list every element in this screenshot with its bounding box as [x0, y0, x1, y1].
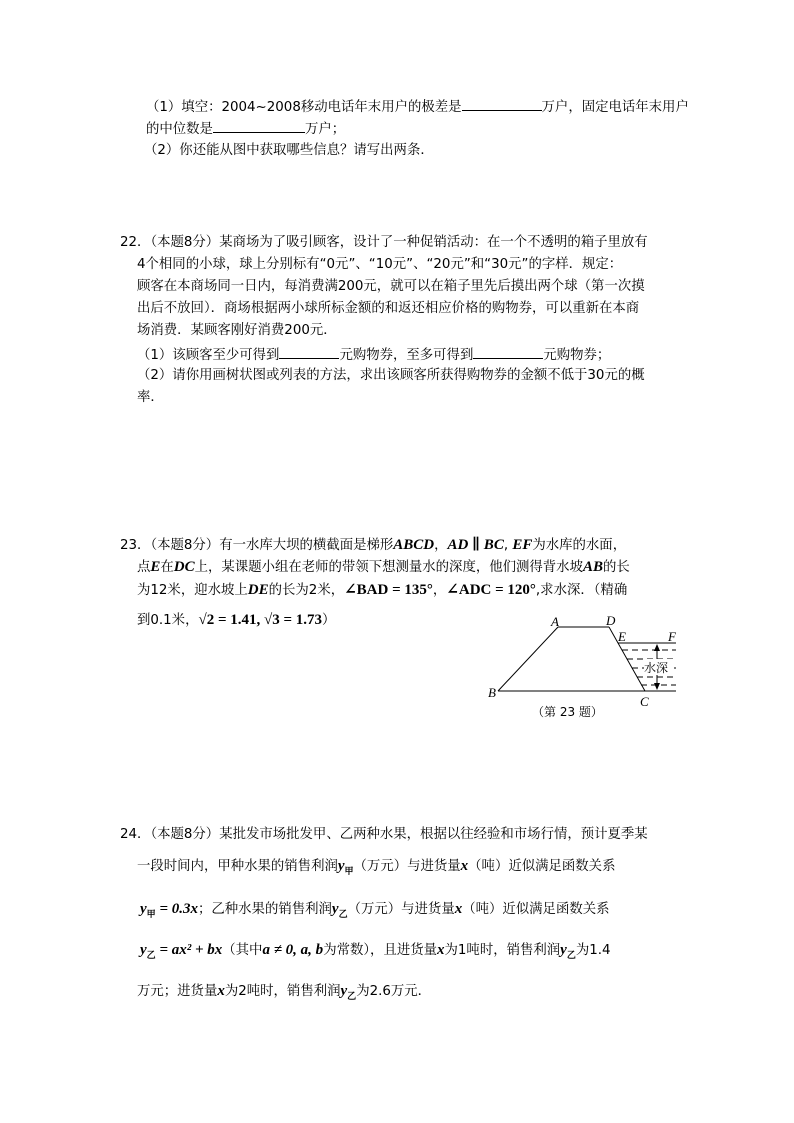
- side-ab: [498, 627, 558, 691]
- math: ∠BAD = 135°: [344, 582, 433, 598]
- q24-line-5: [137, 981, 431, 1006]
- subscript: 乙: [566, 950, 576, 960]
- subscript: 乙: [338, 909, 348, 919]
- math: EF: [512, 537, 533, 553]
- q22-part1-text: 元购物券；: [543, 348, 611, 363]
- trapezoid-dam-figure: [480, 610, 680, 722]
- q23-line-3: [137, 580, 627, 601]
- text: 点: [137, 560, 151, 575]
- text: （万元）与进货量: [347, 902, 455, 917]
- math: AD ∥ BC: [447, 537, 504, 553]
- q21-part1-text: （1）填空：2004~2008移动电话年末用户的极差是: [146, 100, 462, 115]
- text: ）: [322, 613, 336, 628]
- figure-caption: （第 23 题）: [532, 705, 603, 719]
- var: y: [560, 942, 567, 958]
- label-f: F: [668, 629, 676, 644]
- q24-line-3: [140, 899, 610, 924]
- q22-part2: （2）请你用画树状图或列表的方法，求出该顾客所获得购物券的金额不低于30元的概: [137, 368, 645, 383]
- label-d: D: [606, 613, 616, 628]
- math: x: [454, 901, 463, 917]
- text: 在: [160, 560, 174, 575]
- text: ，: [432, 583, 447, 598]
- depth-label: 水深: [644, 661, 669, 675]
- text: 为2吨时，销售利润: [224, 984, 341, 999]
- q24-line-2: [137, 856, 615, 881]
- answer-blank: [462, 96, 542, 111]
- math: DC: [173, 559, 195, 575]
- q22-line-5: 场消费．某顾客刚好消费200元．: [137, 323, 337, 338]
- math: [560, 942, 576, 958]
- text: 为常数），且进货量: [323, 943, 438, 958]
- q21-part1-text: 的中位数是: [146, 122, 213, 137]
- math: √2 = 1.41, √3 = 1.73: [198, 612, 323, 628]
- q24-line-1: 24．（本题8分）某批发市场批发甲、乙两种水果，根据以往经验和市场行情，预计夏季某: [120, 827, 648, 842]
- text: 万元；进货量: [137, 984, 218, 999]
- q22-part1: [137, 344, 610, 366]
- var: y: [140, 901, 147, 917]
- answer-blank: [473, 344, 543, 359]
- var: y: [337, 858, 345, 874]
- math: [140, 901, 198, 917]
- math: AB: [582, 559, 603, 575]
- text: 为1吨时，销售利润: [444, 943, 561, 958]
- math: [341, 983, 357, 999]
- math: E: [150, 559, 161, 575]
- text: （其中: [222, 943, 263, 958]
- q22-line-1: 22．（本题8分）某商场为了吸引顾客，设计了一种促销活动：在一个不透明的箱子里放有: [120, 235, 648, 250]
- subscript: 乙: [347, 991, 357, 1001]
- math: [140, 942, 222, 958]
- q24-line-4: [140, 940, 611, 965]
- label-c: C: [640, 694, 649, 709]
- arrow-head-up: [654, 644, 660, 651]
- text: 为2.6万元．: [356, 984, 432, 999]
- text: ,: [503, 538, 513, 553]
- q21-line-2: [146, 118, 345, 140]
- text: 的长: [602, 560, 630, 575]
- math: a ≠ 0, a, b: [262, 942, 324, 958]
- var: y: [140, 942, 147, 958]
- q21-part1-text: 万户；: [304, 122, 346, 137]
- q22-line-2: 4个相同的小球，球上分别标有“0元”、“10元”、“20元”和“30元”的字样．规定：: [137, 257, 623, 272]
- q21-line-1: [146, 96, 689, 118]
- math: DE: [247, 582, 269, 598]
- text: 为1.4: [575, 943, 611, 958]
- q22-line-4: 出后不放回）．商场根据两小球所标金额的和返还相应价格的购物券，可以重新在本商: [137, 301, 640, 316]
- math: x: [217, 983, 225, 999]
- text: （万元）与进货量: [353, 859, 461, 874]
- q23-line-2: [137, 557, 630, 578]
- expr: = ax² + bx: [155, 942, 223, 958]
- var: y: [340, 983, 348, 999]
- text: 到0.1米，: [137, 613, 199, 628]
- label-e: E: [618, 629, 626, 644]
- text: ；乙种水果的销售利润: [198, 902, 332, 917]
- text: 为12米，迎水坡上: [137, 583, 248, 598]
- text: 为水库的水面，: [532, 538, 627, 553]
- q23-line-4: [137, 610, 335, 631]
- text: ，: [434, 538, 448, 553]
- math: [332, 901, 348, 917]
- text: （吨）近似满足函数关系: [468, 859, 616, 874]
- q21-part2: （2）你还能从图中获取哪些信息？请写出两条．: [144, 143, 434, 158]
- text: （吨）近似满足函数关系: [462, 902, 610, 917]
- var: y: [331, 901, 339, 917]
- q22-part1-text: （1）该顾客至少可得到: [137, 348, 280, 363]
- label-b: B: [488, 685, 496, 700]
- math: x: [437, 942, 445, 958]
- text: ,求水深．（精确: [535, 583, 628, 598]
- arrow-head-down: [654, 683, 660, 690]
- math: [338, 858, 354, 874]
- answer-blank: [279, 344, 339, 359]
- label-a: A: [551, 614, 559, 629]
- subscript: 甲: [146, 909, 156, 919]
- math: x: [460, 858, 469, 874]
- subscript: 乙: [146, 950, 156, 960]
- q22-line-3: 顾客在本商场同一日内，每消费满200元，就可以在箱子里先后摸出两个球（第一次摸: [137, 279, 645, 294]
- text: 的长为2米，: [268, 583, 345, 598]
- text: 23．（本题8分）有一水库大坝的横截面是梯形: [120, 538, 394, 553]
- q22-part2-end: 率．: [137, 390, 164, 405]
- text: 上，某课题小组在老师的带领下想测量水的深度，他们测得背水坡: [194, 560, 583, 575]
- q23-line-1: [120, 535, 626, 556]
- math: ABCD: [393, 537, 435, 553]
- text: 一段时间内，甲种水果的销售利润: [137, 859, 338, 874]
- answer-blank: [213, 118, 305, 133]
- expr: = 0.3x: [155, 901, 198, 917]
- subscript: 甲: [344, 866, 354, 876]
- math: ∠ADC = 120°: [446, 582, 536, 598]
- q22-part1-text: 元购物券，至多可得到: [339, 348, 474, 363]
- q21-part1-text: 万户，固定电话年末用户: [541, 100, 689, 115]
